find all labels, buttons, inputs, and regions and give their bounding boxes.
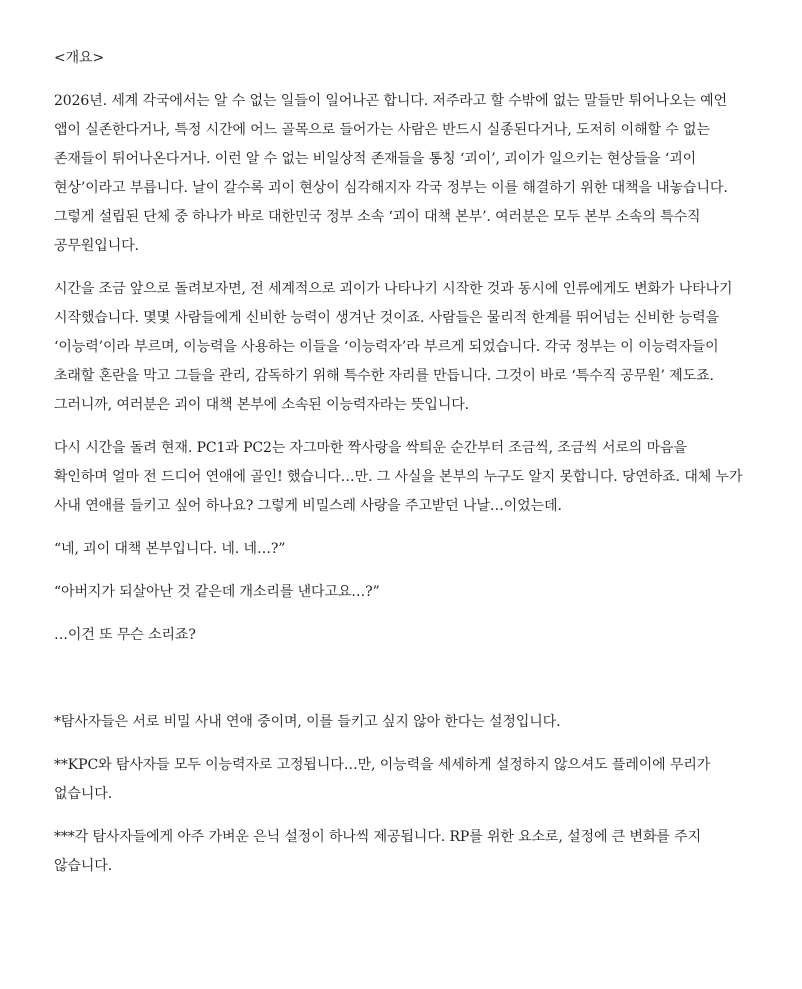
text-line: 확인하며 얼마 전 드디어 연애에 골인! 했습니다…만. 그 사실을 본부의 누구도 알지 못합니다. 당연하죠. 대체 누가 (54, 469, 743, 485)
dialogue-quote-2: “아버지가 되살아난 것 같은데 개소리를 낸다고요…?” (54, 584, 380, 600)
spacer (54, 73, 754, 87)
dialogue-quote-1: “네, 괴이 대책 본부입니다. 네. 네…?” (54, 541, 286, 557)
spacer (54, 420, 754, 434)
paragraph-overview-3 (54, 434, 754, 521)
text-line: 다시 시간을 돌려 현재. PC1과 PC2는 자그마한 짝사랑을 싹틔운 순간부터 조금씩, 조금씩 서로의 마음을 (54, 440, 687, 456)
paragraph-overview-1 (54, 87, 754, 261)
text-line: 앱이 실존한다거나, 특정 시간에 어느 골목으로 들어가는 사람은 반드시 실종된다거나, 도저히 이해할 수 없는 (54, 122, 710, 138)
text-line: 없습니다. (54, 786, 113, 802)
text-line: 초래할 혼란을 막고 그들을 관리, 감독하기 위해 특수한 자리를 만듭니다. 그것이 바로 ‘특수직 공무원’ 제도죠. (54, 368, 714, 384)
text-line: 사내 연애를 들키고 싶어 하나요? 그렇게 비밀스레 사랑을 주고받던 나날…이었는데. (54, 498, 562, 514)
spacer (54, 521, 754, 535)
text-line: **KPC와 탐사자들 모두 이능력자로 고정됩니다…만, 이능력을 세세하게 설정하지 않으셔도 플레이에 무리가 (54, 757, 711, 773)
text-line: 시간을 조금 앞으로 돌려보자면, 전 세계적으로 괴이가 나타나기 시작한 것과 동시에 인류에게도 변화가 나타나기 (54, 281, 733, 297)
footnote-2 (54, 751, 754, 809)
paragraph-overview-2 (54, 275, 754, 420)
text-line: 그러니까, 여러분은 괴이 대책 본부에 소속된 이능력자라는 뜻입니다. (54, 397, 470, 413)
footnote-3 (54, 823, 754, 881)
footnote-1: *탐사자들은 서로 비밀 사내 연애 중이며, 이를 들키고 싶지 않아 한다는 설정입니다. (54, 714, 561, 730)
text-line: ‘이능력’이라 부르며, 이능력을 사용하는 이들을 ‘이능력자’라 부르게 되었습니다. 각국 정부는 이 이능력자들이 (54, 339, 719, 355)
text-line: 현상’이라고 부릅니다. 날이 갈수록 괴이 현상이 심각해지자 각국 정부는 이를 해결하기 위한 대책을 내놓습니다. (54, 180, 728, 196)
text-line: 존재들이 튀어나온다거나. 이런 알 수 없는 비일상적 존재들을 통칭 ‘괴이’, 괴이가 일으키는 현상들을 ‘괴이 (54, 151, 697, 167)
document-body (54, 44, 754, 881)
section-heading: <개요> (54, 50, 105, 66)
spacer (54, 650, 754, 708)
text-line: ***각 탐사자들에게 아주 가벼운 은닉 설정이 하나씩 제공됩니다. RP를 위한 요소로, 설정에 큰 변화를 주지 (54, 829, 702, 845)
spacer (54, 607, 754, 621)
spacer (54, 261, 754, 275)
text-line: 않습니다. (54, 858, 113, 874)
closing-line: …이건 또 무슨 소리죠? (54, 627, 196, 643)
text-line: 그렇게 설립된 단체 중 하나가 바로 대한민국 정부 소속 ‘괴이 대책 본부’. 여러분은 모두 본부 소속의 특수직 (54, 209, 701, 225)
spacer (54, 809, 754, 823)
text-line: 공무원입니다. (54, 238, 139, 254)
spacer (54, 564, 754, 578)
text-line: 2026년. 세계 각국에서는 알 수 없는 일들이 일어나곤 합니다. 저주라고 할 수밖에 없는 말들만 튀어나오는 예언 (54, 93, 727, 109)
text-line: 시작했습니다. 몇몇 사람들에게 신비한 능력이 생겨난 것이죠. 사람들은 물리적 한계를 뛰어넘는 신비한 능력을 (54, 310, 719, 326)
spacer (54, 737, 754, 751)
